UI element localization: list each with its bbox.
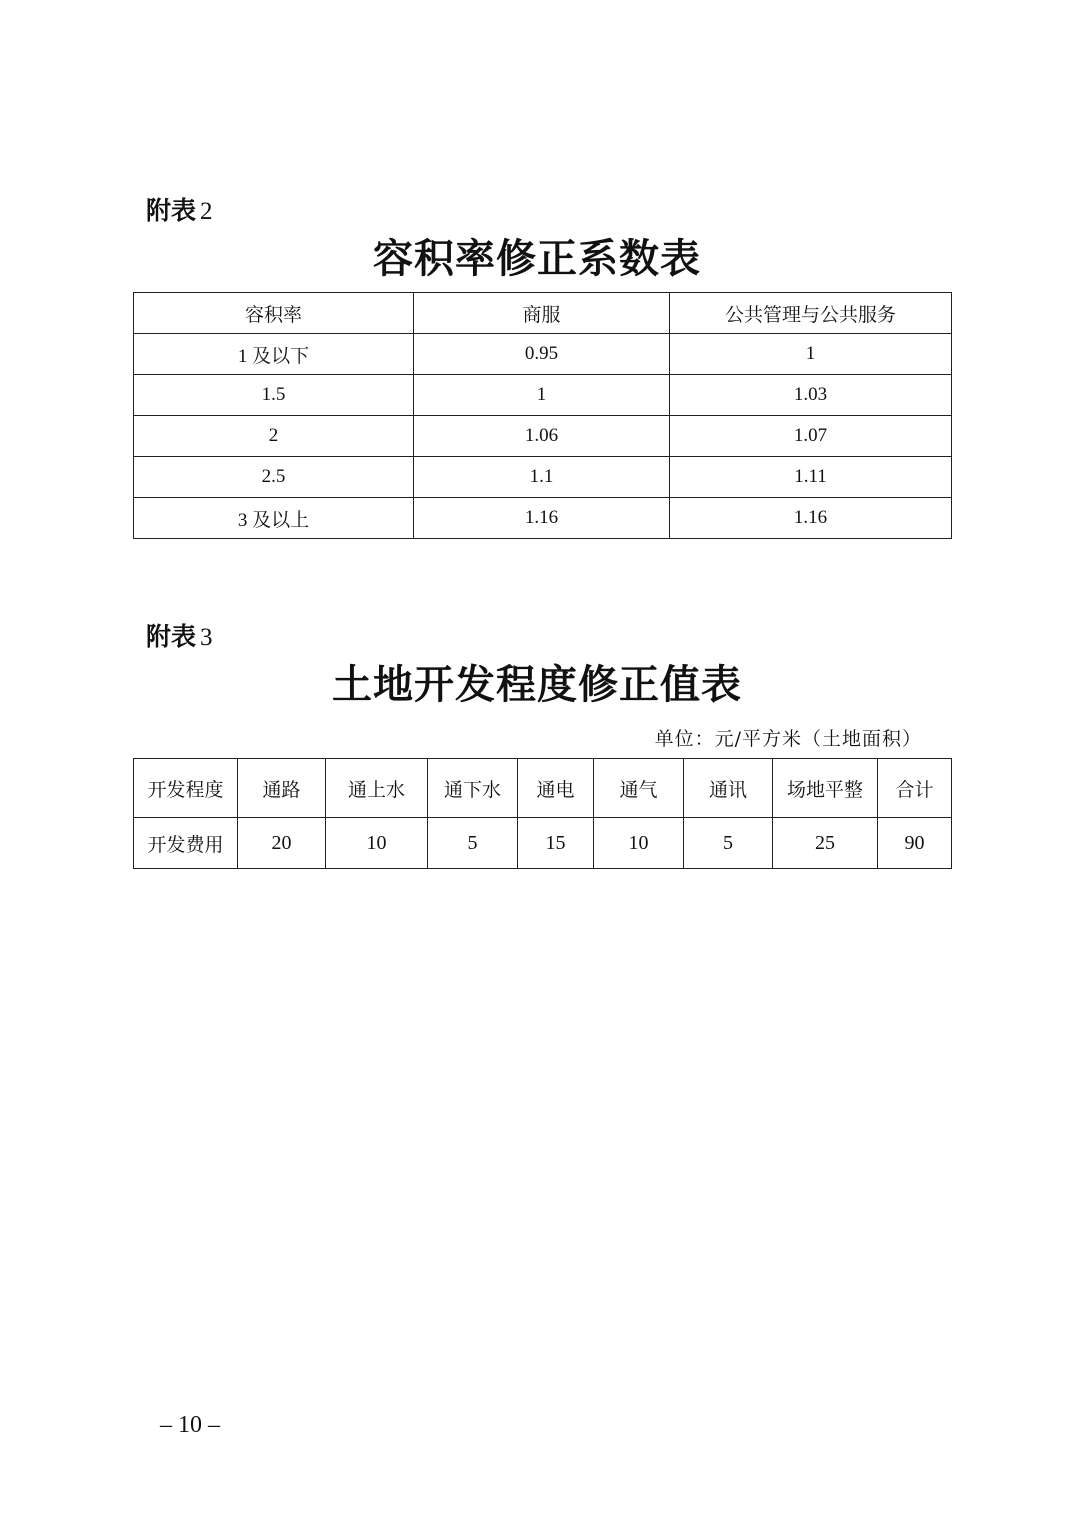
table-cell: 2.5 [134,457,414,498]
table-row [134,416,952,457]
table-cell: 通路 [238,759,326,818]
table-cell: 合计 [878,759,952,818]
page-number: – 10 – [160,1412,220,1438]
table-cell: 1.07 [670,416,952,457]
appendix-2-label [146,196,213,227]
appendix-2-title: 容积率修正系数表 [373,235,701,282]
table-cell: 90 [878,818,952,869]
appendix-3-title: 土地开发程度修正值表 [332,661,742,708]
table-cell: 1 [414,375,670,416]
land-development-table [133,758,952,869]
table-cell: 通下水 [428,759,518,818]
table-cell: 1.16 [670,498,952,539]
table-cell: 开发程度 [134,759,238,818]
table-header-row [134,293,952,334]
table-row [134,457,952,498]
table-cell: 15 [518,818,594,869]
appendix-3-label-number: 3 [200,624,213,651]
appendix-2-label-number: 2 [200,198,213,225]
table-cell: 通讯 [684,759,773,818]
table-cell: 开发费用 [134,818,238,869]
table-cell: 10 [326,818,428,869]
table-cell: 1.03 [670,375,952,416]
table-cell: 1 [670,334,952,375]
appendix-3-label [146,622,213,653]
appendix-3-label-prefix: 附表 [146,622,197,651]
appendix-2-label-prefix: 附表 [146,196,197,225]
table-cell: 20 [238,818,326,869]
table-cell: 5 [428,818,518,869]
table-cell: 1.16 [414,498,670,539]
table-cell: 通上水 [326,759,428,818]
column-header: 容积率 [134,293,414,334]
table-cell: 1.5 [134,375,414,416]
table-cell: 1.1 [414,457,670,498]
table-cell: 场地平整 [773,759,878,818]
table-cell: 25 [773,818,878,869]
table-cell: 5 [684,818,773,869]
table-row [134,334,952,375]
table-row [134,818,952,869]
table-cell: 1.06 [414,416,670,457]
unit-note: 单位：元/平方米（土地面积） [654,728,922,750]
table-cell: 2 [134,416,414,457]
table-row [134,375,952,416]
table-cell: 0.95 [414,334,670,375]
table-cell: 1 及以下 [134,334,414,375]
table-row [134,498,952,539]
table-cell: 10 [594,818,684,869]
column-header: 商服 [414,293,670,334]
table-cell: 通气 [594,759,684,818]
table-cell: 通电 [518,759,594,818]
table-cell: 1.11 [670,457,952,498]
table-cell: 3 及以上 [134,498,414,539]
table-row [134,759,952,818]
column-header: 公共管理与公共服务 [670,293,952,334]
floor-area-ratio-table [133,292,952,539]
